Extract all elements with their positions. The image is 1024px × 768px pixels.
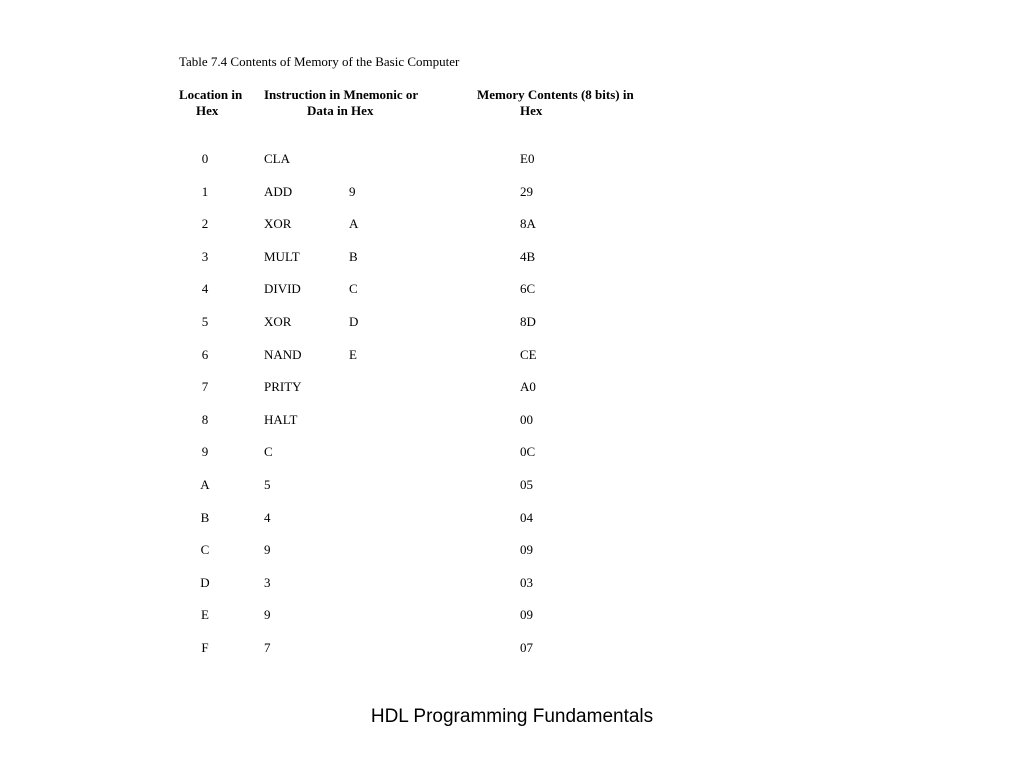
table-row [0,640,1024,673]
contents-cell: 07 [520,639,533,655]
contents-cell: E0 [520,151,535,166]
contents-cell: 4B [520,248,536,264]
contents-cell: 0C [520,444,536,460]
table-row [0,249,1024,282]
table-row [0,281,1024,314]
location-cell: 2 [201,216,209,232]
mnemonic-cell: 9 [264,542,271,558]
location-cell: 5 [201,313,209,329]
location-cell: 7 [201,379,209,395]
table-row [0,184,1024,217]
mnemonic-cell: MULT [264,248,300,264]
mnemonic-cell: XOR [264,216,292,232]
contents-cell: 29 [520,183,533,199]
location-cell: C [200,542,210,558]
table-row [0,510,1024,543]
mnemonic-cell: C [264,444,273,460]
column-header-instruction-line2: Data in Hex [307,103,374,118]
contents-cell: 8A [520,216,536,232]
mnemonic-cell: 5 [264,476,271,492]
location-cell: 8 [201,411,209,427]
column-header-memory-line2: Hex [520,103,543,118]
column-header-instruction-line1: Instruction in Mnemonic or [264,87,419,102]
table-row [0,477,1024,510]
column-header-location [179,87,249,119]
location-cell: D [200,574,210,590]
contents-cell: 6C [520,281,536,297]
table-row [0,347,1024,380]
location-cell: 6 [201,346,209,362]
table-row [0,412,1024,445]
mnemonic-cell: 3 [264,574,271,590]
operand-cell: C [349,281,358,297]
table-row [0,575,1024,608]
location-cell: 1 [201,183,209,199]
mnemonic-cell: HALT [264,411,298,427]
operand-cell: B [349,248,358,264]
table-row [0,379,1024,412]
contents-cell: 09 [520,607,533,623]
contents-cell: 09 [520,542,533,558]
table-row [0,151,1024,184]
column-header-memory [477,87,677,119]
contents-cell: 05 [520,476,533,492]
contents-cell: 03 [520,574,533,590]
table-row [0,542,1024,575]
location-cell: E [201,607,209,623]
mnemonic-cell: XOR [264,313,292,329]
contents-cell: 00 [520,411,533,427]
mnemonic-cell: ADD [264,183,293,199]
mnemonic-cell: PRITY [264,379,302,395]
mnemonic-cell: 4 [264,509,271,525]
column-header-location-line1: Location in [179,87,243,102]
table-caption: Table 7.4 Contents of Memory of the Basic Computer [179,54,460,69]
operand-cell: D [349,313,359,329]
location-cell: A [200,476,210,492]
slide-footer: HDL Programming Fundamentals [370,706,654,727]
column-header-location-line2: Hex [196,103,219,118]
contents-cell: 04 [520,509,533,525]
table-row [0,444,1024,477]
table-row [0,607,1024,640]
location-cell: 9 [201,444,209,460]
contents-cell: CE [520,346,537,362]
contents-cell: 8D [520,313,536,329]
mnemonic-cell: NAND [264,346,302,362]
location-cell: F [201,639,209,655]
table-row [0,314,1024,347]
location-cell: 0 [201,151,209,166]
table-row [0,216,1024,249]
operand-cell: A [349,216,359,232]
column-header-memory-line1: Memory Contents (8 bits) in [477,87,634,102]
mnemonic-cell: 7 [264,639,271,655]
mnemonic-cell: CLA [264,151,290,166]
location-cell: B [200,509,210,525]
contents-cell: A0 [520,379,536,395]
location-cell: 4 [201,281,209,297]
mnemonic-cell: 9 [264,607,271,623]
memory-table-body [0,151,1024,673]
mnemonic-cell: DIVID [264,281,301,297]
operand-cell: E [349,346,357,362]
location-cell: 3 [201,248,209,264]
operand-cell: 9 [349,183,356,199]
column-header-instruction [264,87,464,119]
